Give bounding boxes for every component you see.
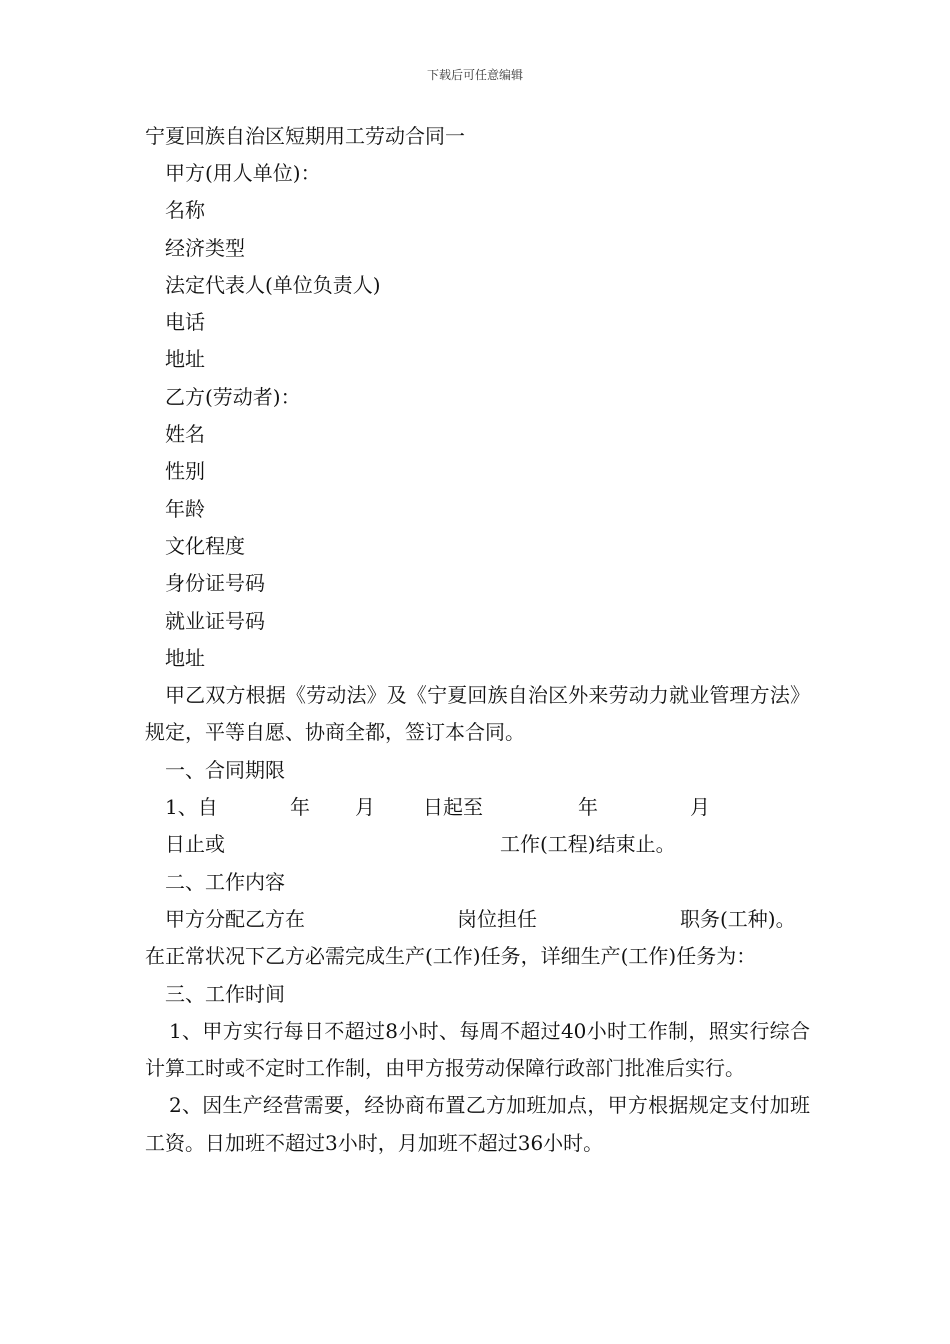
section-2-heading: 二、工作内容 [165,869,285,894]
term-end-year-label: 年 [578,795,598,820]
party-a-field-name: 名称 [165,198,205,223]
party-b-field-address: 地址 [165,645,205,670]
party-b-field-age: 年龄 [165,496,205,521]
page-header: 下载后可任意编辑 [426,68,523,82]
party-a-field-phone: 电话 [165,310,205,335]
section-3-heading: 三、工作时间 [165,981,285,1006]
term-project-end-label: 工作(工程)结束止。 [500,832,676,857]
party-b-heading: 乙方(劳动者)： [165,384,301,409]
party-a-field-address: 地址 [165,347,205,372]
term-end-month-label: 月 [690,795,710,820]
job-assign-label: 甲方分配乙方在 [165,906,305,931]
term-from-label: 1、自 [165,795,218,820]
term-end-day-label: 日止或 [165,832,225,857]
party-b-field-education: 文化程度 [165,533,245,558]
term-start-month-label: 月 [355,795,375,820]
party-a-heading: 甲方(用人单位)： [165,161,321,185]
party-b-field-gender: 性别 [165,459,205,484]
term-start-day-label: 日起至 [423,795,483,820]
party-a-field-legal-representative: 法定代表人(单位负责人) [165,272,381,297]
job-duty-label: 职务(工种)。 [680,906,796,931]
working-time-item-1: 1、甲方实行每日不超过8小时、每周不超过40小时工作制，照实行综合计算工时或不定时工作制，由甲方报劳动保障行政部门批准后实行。 [145,1018,810,1081]
party-a-field-economic-type: 经济类型 [165,235,245,260]
job-task-continuation: 在正常状况下乙方必需完成生产(工作)任务，详细生产(工作)任务为： [145,944,757,969]
term-start-year-label: 年 [290,795,310,820]
party-b-field-employment-number: 就业证号码 [165,608,265,633]
contract-term-row-1 [145,789,810,826]
party-b-field-name: 姓名 [165,422,205,447]
preamble-paragraph: 甲乙双方根据《劳动法》及《宁夏回族自治区外来劳动力就业管理方法》规定，平等自愿、协商全都，签订本合同。 [145,683,810,745]
job-content-row [145,901,810,938]
party-b-field-id-number: 身份证号码 [165,571,265,596]
contract-term-row-2 [145,826,810,863]
working-time-item-2: 2、因生产经营需要，经协商布置乙方加班加点，甲方根据规定支付加班工资。日加班不超过3小时，月加班不超过36小时。 [145,1093,810,1155]
document-title: 宁夏回族自治区短期用工劳动合同一 [145,124,465,148]
contract-document [145,118,810,1162]
section-1-heading: 一、合同期限 [165,757,285,782]
job-position-label: 岗位担任 [457,906,537,931]
